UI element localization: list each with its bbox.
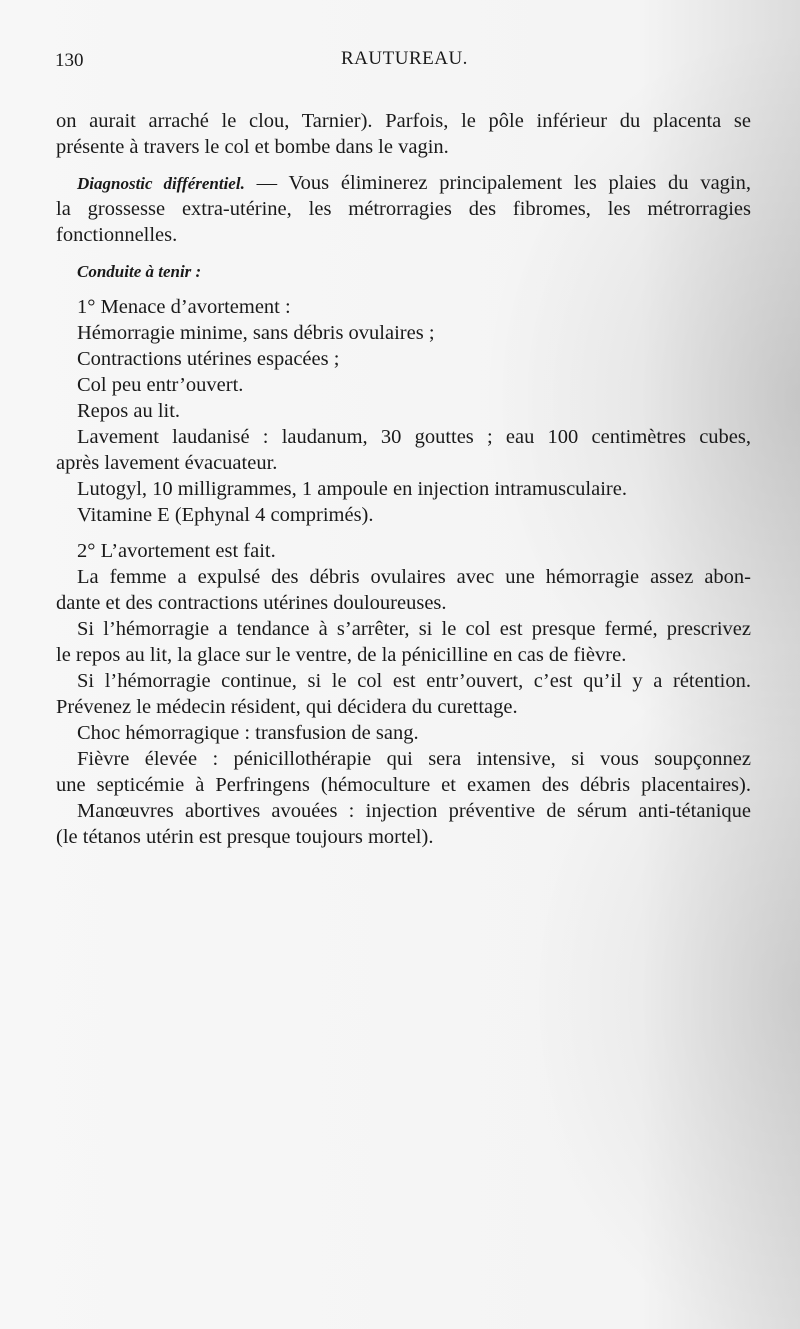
diagnostic-heading: Diagnostic différentiel. [77, 174, 245, 193]
page-header [55, 44, 705, 72]
conduite-heading: Conduite à tenir : [77, 262, 202, 281]
text-line: La femme a expulsé des débris ovulaires avec une hémorragie assez abon- [77, 566, 751, 588]
body-text [56, 108, 751, 850]
text-line: on aurait arraché le clou, Tarnier). Parfois, le pôle inférieur du placenta se [56, 110, 751, 132]
text-line: Prévenez le médecin résident, qui décidera du curettage. [56, 696, 518, 718]
section-title: 2° L’avortement est fait. [77, 540, 276, 562]
text-line: la grossesse extra-utérine, les métrorragies des fibromes, les métrorragies [56, 198, 751, 220]
text-segment: — Vous éliminerez principalement les plaies du vagin, [244, 172, 751, 194]
text-line: fonctionnelles. [56, 224, 178, 246]
text-line: Lavement laudanisé : laudanum, 30 gouttes ; eau 100 centimètres cubes, [77, 426, 751, 448]
text-line: Choc hémorragique : transfusion de sang. [77, 722, 419, 744]
text-line: une septicémie à Perfringens (hémoculture et examen des débris placentaires). [56, 774, 751, 796]
text-line: (le tétanos utérin est presque toujours mortel). [56, 826, 434, 848]
text-line: Lutogyl, 10 milligrammes, 1 ampoule en injection intramusculaire. [77, 478, 627, 500]
section-title: 1° Menace d’avortement : [77, 296, 291, 318]
diagnostic-line [56, 170, 751, 196]
text-line: après lavement évacuateur. [56, 452, 278, 474]
text-line: présente à travers le col et bombe dans le vagin. [56, 136, 449, 158]
text-line: le repos au lit, la glace sur le ventre, de la pénicilline en cas de fièvre. [56, 644, 627, 666]
text-line: Fièvre élevée : pénicillothérapie qui sera intensive, si vous soupçonnez [77, 748, 751, 770]
text-line: Hémorragie minime, sans débris ovulaires ; [77, 322, 435, 344]
conduite-heading-line [56, 258, 751, 284]
text-line: Vitamine E (Ephynal 4 comprimés). [77, 504, 374, 526]
text-line: Si l’hémorragie a tendance à s’arrêter, si le col est presque fermé, prescrivez [77, 618, 751, 640]
text-line: Manœuvres abortives avouées : injection préventive de sérum anti-tétanique [77, 800, 751, 822]
text-line: Repos au lit. [77, 400, 181, 422]
text-line: Si l’hémorragie continue, si le col est entr’ouvert, c’est qu’il y a rétention. [77, 670, 751, 692]
page-number: 130 [55, 50, 84, 71]
running-head: RAUTUREAU. [341, 48, 468, 69]
text-line: Contractions utérines espacées ; [77, 348, 340, 370]
text-line: dante et des contractions utérines douloureuses. [56, 592, 447, 614]
text-line: Col peu entr’ouvert. [77, 374, 244, 396]
